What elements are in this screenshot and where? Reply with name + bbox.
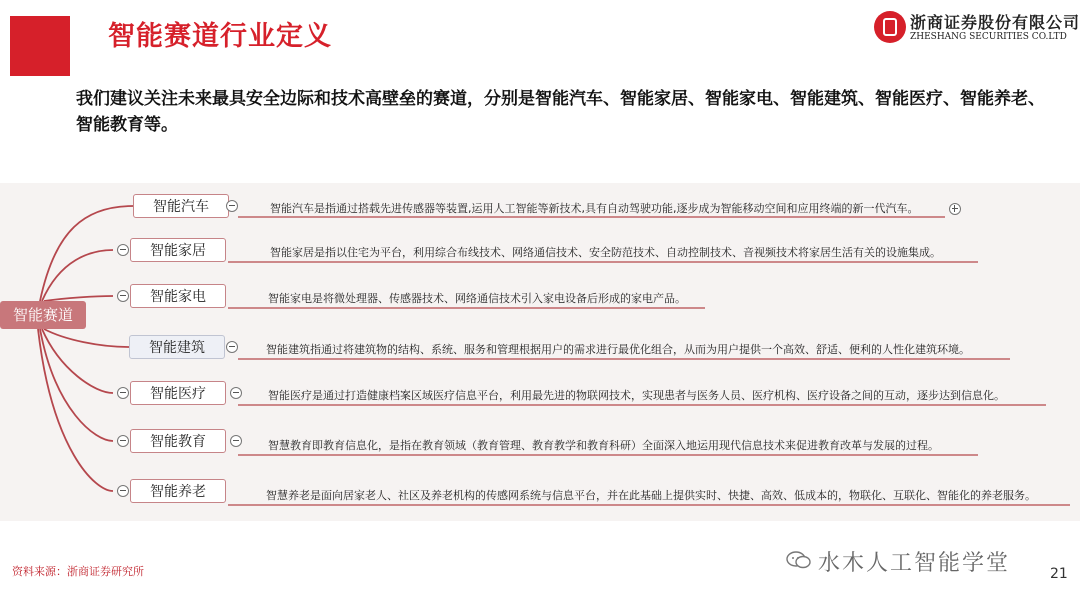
mindmap-root-node[interactable]: 智能赛道 (0, 301, 86, 329)
branch-node-smart-home[interactable]: 智能家居 (130, 238, 226, 262)
source-note: 资料来源：浙商证券研究所 (12, 565, 144, 578)
branch-node-smart-building[interactable]: 智能建筑 (129, 335, 225, 359)
wechat-icon (786, 550, 812, 570)
branch-desc-smart-medical: 智能医疗是通过打造健康档案区域医疗信息平台，利用最先进的物联网技术，实现患者与医务人员、医疗机构、医疗设备之间的互动，逐步达到信息化。 (268, 389, 1005, 402)
branch-node-smart-medical[interactable]: 智能医疗 (130, 381, 226, 405)
intro-text: 我们建议关注未来最具安全边际和技术高壁垒的赛道，分别是智能汽车、智能家居、智能家电、智能建筑、智能医疗、智能养老、智能教育等。 (76, 89, 1045, 135)
collapse-icon[interactable] (117, 485, 129, 497)
collapse-icon[interactable] (117, 290, 129, 302)
collapse-icon[interactable] (226, 341, 238, 353)
collapse-icon[interactable] (117, 387, 129, 399)
collapse-icon[interactable] (117, 244, 129, 256)
page-number: 21 (1050, 566, 1068, 582)
company-name-cn: 浙商证券股份有限公司 (910, 13, 1080, 32)
branch-node-smart-car[interactable]: 智能汽车 (133, 194, 229, 218)
watermark (786, 546, 1046, 576)
branch-node-smart-education[interactable]: 智能教育 (130, 429, 226, 453)
company-name-en: ZHESHANG SECURITIES CO.LTD (910, 32, 1067, 42)
page-title: 智能赛道行业定义 (108, 21, 332, 52)
collapse-icon[interactable] (226, 200, 238, 212)
watermark-text: 水木人工智能学堂 (818, 551, 1011, 576)
expand-icon[interactable] (949, 203, 961, 215)
connector-root-b4 (42, 329, 113, 393)
branch-desc-smart-education: 智慧教育即教育信息化，是指在教育领域（教育管理、教育教学和教育科研）全面深入地运用现代信息技术来促进教育改革与发展的过程。 (268, 439, 939, 452)
branch-desc-smart-car: 智能汽车是指通过搭载先进传感器等装置,运用人工智能等新技术,具有自动驾驶功能,逐步成为智能移动空间和应用终端的新一代汽车。 (270, 202, 919, 215)
connector-root-b3 (44, 329, 129, 347)
branch-desc-smart-elderly-care: 智慧养老是面向居家老人、社区及养老机构的传感网系统与信息平台，并在此基础上提供实时、快捷、高效、低成本的，物联化、互联化、智能化的养老服务。 (266, 489, 1036, 502)
branch-desc-smart-appliance: 智能家电是将微处理器、传感器技术、网络通信技术引入家电设备后形成的家电产品。 (268, 292, 686, 305)
collapse-icon[interactable] (230, 435, 242, 447)
collapse-icon[interactable] (117, 435, 129, 447)
branch-node-smart-appliance[interactable]: 智能家电 (130, 284, 226, 308)
branch-desc-smart-building: 智能建筑指通过将建筑物的结构、系统、服务和管理根据用户的需求进行最优化组合，从而为用户提供一个高效、舒适、便利的人性化建筑环境。 (266, 343, 970, 356)
connector-root-b6 (38, 329, 113, 491)
branch-node-smart-elderly-care[interactable]: 智能养老 (130, 479, 226, 503)
branch-desc-smart-home: 智能家居是指以住宅为平台，利用综合布线技术、网络通信技术、安全防范技术、自动控制技术、音视频技术将家居生活有关的设施集成。 (270, 246, 941, 259)
collapse-icon[interactable] (230, 387, 242, 399)
